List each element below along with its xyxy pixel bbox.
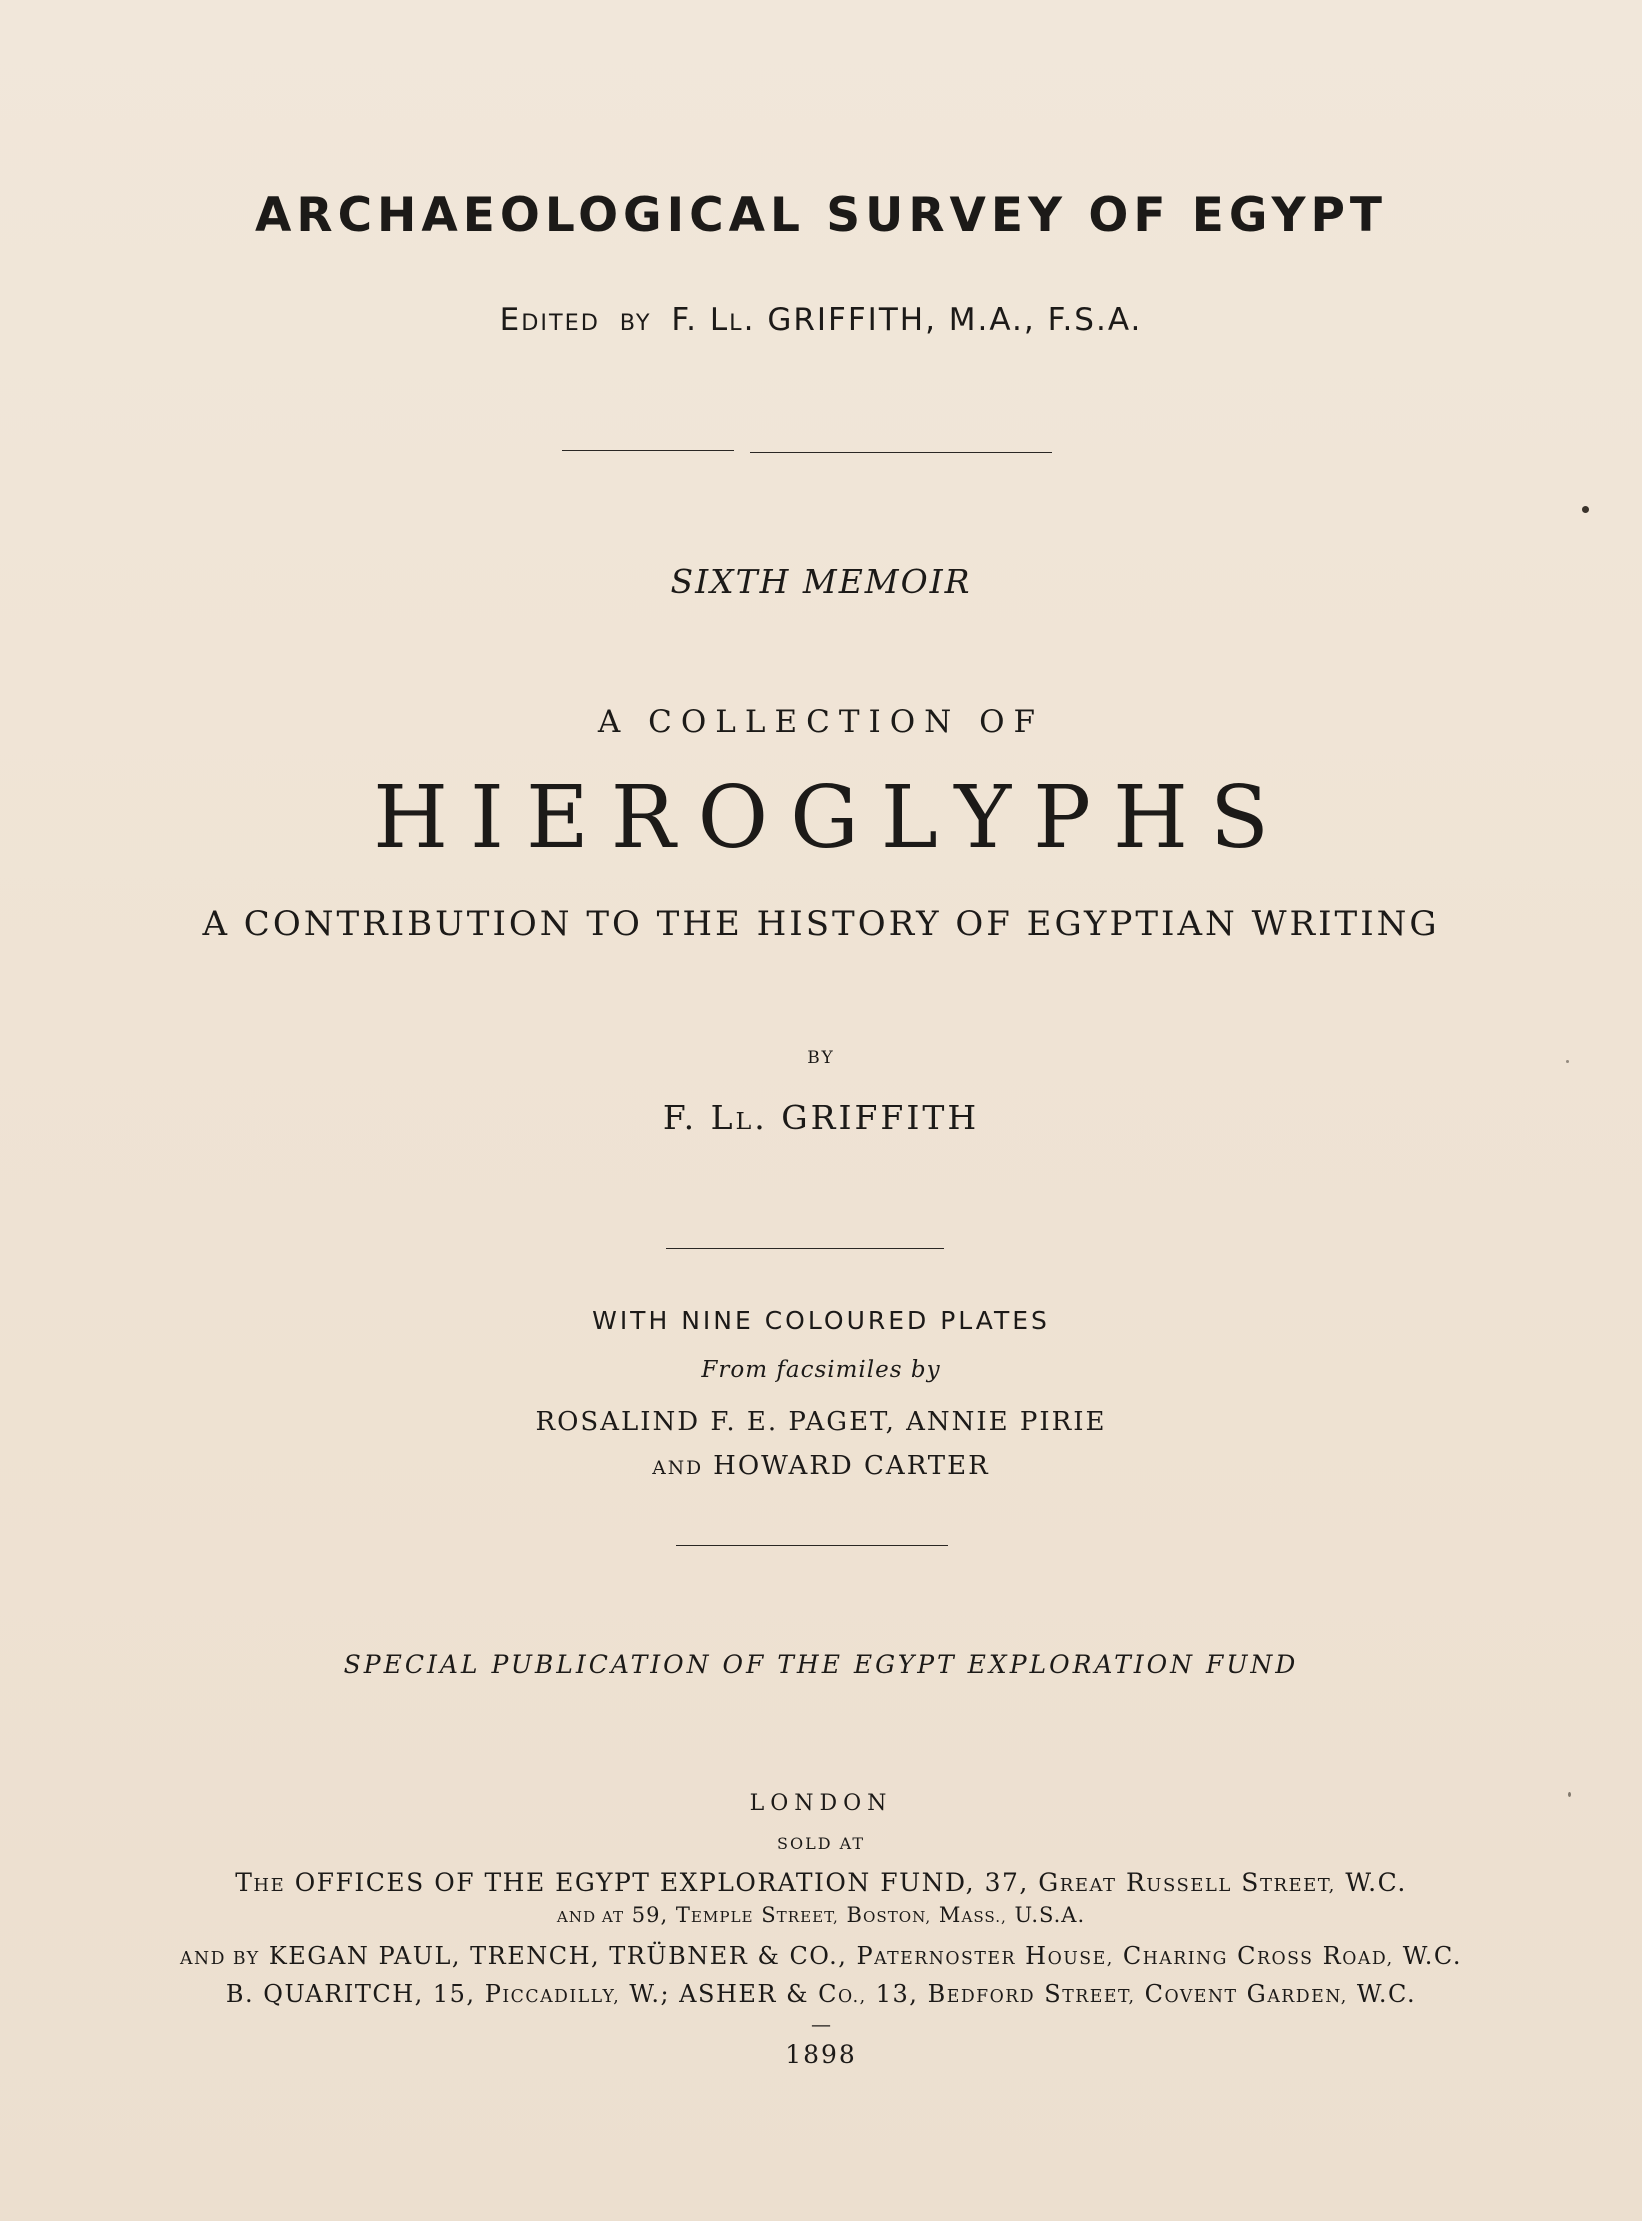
- imp3-c2: C: [1237, 1942, 1257, 1970]
- imp3-ouse: OUSE,: [1047, 1949, 1114, 1969]
- imprint-line-1: [0, 1868, 1642, 1897]
- imp2-emple: EMPLE: [690, 1908, 754, 1926]
- editor-line: [0, 302, 1642, 338]
- imp2-s: S: [761, 1903, 777, 1927]
- editor-by: BY: [619, 310, 652, 336]
- imp4-ovent: OVENT: [1164, 1987, 1238, 2007]
- imp2-m: M: [938, 1903, 962, 1927]
- imprint-dash: —: [811, 2012, 831, 2036]
- imp4-edford: EDFORD: [946, 1987, 1036, 2007]
- imp3-end: W.C.: [1402, 1942, 1462, 1970]
- imp1-treet: TREET,: [1259, 1875, 1336, 1896]
- plates-note: WITH NINE COLOURED PLATES: [592, 1306, 1050, 1335]
- imp3-c: C: [1122, 1942, 1143, 1970]
- paper-speck: [1582, 506, 1589, 513]
- paper-speck: [1566, 1060, 1569, 1063]
- artists-line-1: ROSALIND F. E. PAGET, ANNIE PIRIE: [535, 1407, 1107, 1437]
- imp2-b: B: [846, 1903, 863, 1927]
- imp4-iccadilly: ICCADILLY,: [502, 1987, 621, 2007]
- imp3-p: P: [856, 1942, 875, 1970]
- special-publication: SPECIAL PUBLICATION OF THE EGYPT EXPLORATION FUND: [343, 1650, 1299, 1679]
- imp3-h: H: [1025, 1942, 1048, 1970]
- divider-rule-2: [666, 1248, 944, 1249]
- main-title: HIEROGLYPHS: [373, 768, 1291, 868]
- imp3-main: KEGAN PAUL, TRENCH, TRÜBNER & CO.,: [268, 1942, 848, 1970]
- imprint-city: LONDON: [749, 1791, 893, 1816]
- author-name: [0, 1098, 1642, 1137]
- imp4-b: B: [927, 1980, 947, 2008]
- imp4-asher: ASHER: [679, 1980, 777, 2008]
- imp2-end: U.S.A.: [1014, 1903, 1086, 1927]
- imp2-and-at: AND AT: [556, 1908, 625, 1926]
- imprint-year: 1898: [785, 2040, 857, 2069]
- paper-speck: [1568, 1792, 1571, 1797]
- imp2-oston: OSTON,: [862, 1908, 932, 1926]
- imp1-s: S: [1241, 1868, 1260, 1897]
- imp2-num: 59,: [631, 1903, 669, 1927]
- editor-edited-rest: DITED: [521, 310, 600, 336]
- editor-name-initial: F. L: [671, 302, 730, 338]
- imp3-oad: OAD,: [1342, 1949, 1394, 1969]
- imp4-p: P: [484, 1980, 503, 2008]
- imp1-r: R: [1125, 1868, 1147, 1897]
- divider-rule-3: [676, 1545, 948, 1546]
- author-small: L: [735, 1107, 755, 1135]
- collection-of: A COLLECTION OF: [597, 704, 1045, 740]
- survey-title: ARCHAEOLOGICAL SURVEY OF EGYPT: [255, 188, 1387, 243]
- imp4-amp: &: [786, 1980, 809, 2008]
- imp1-t: T: [235, 1868, 254, 1897]
- divider-rule-right: [750, 452, 1052, 453]
- imp4-num: 13,: [875, 1980, 919, 2008]
- imp1-main: OFFICES OF THE EGYPT EXPLORATION FUND, 37,: [294, 1868, 1029, 1897]
- imp1-he: HE: [253, 1875, 286, 1896]
- imp2-t: T: [675, 1903, 691, 1927]
- imp3-r: R: [1322, 1942, 1343, 1970]
- imp4-end: W.C.: [1356, 1980, 1417, 2008]
- imprint-sold-at: SOLD AT: [777, 1834, 865, 1853]
- imp3-haring: HARING: [1142, 1949, 1228, 1969]
- imp1-reat: REAT: [1059, 1875, 1117, 1896]
- imp4-o: O.,: [838, 1987, 867, 2007]
- author-rest: . GRIFFITH: [754, 1098, 980, 1137]
- imp4-arden: ARDEN,: [1267, 1987, 1348, 2007]
- imp3-ross: ROSS: [1257, 1949, 1314, 1969]
- imp4-c2: C: [1144, 1980, 1165, 2008]
- imprint-line-3: [0, 1942, 1642, 1970]
- imprint-line-4: [0, 1980, 1642, 2008]
- artists-line-2: [0, 1451, 1642, 1481]
- imp1-ussell: USSELL: [1146, 1875, 1232, 1896]
- artists-howard-carter: HOWARD CARTER: [713, 1451, 990, 1481]
- author-initial: F. L: [662, 1098, 736, 1137]
- imp1-end: W.C.: [1345, 1868, 1407, 1897]
- imp4-treet: TREET,: [1062, 1987, 1136, 2007]
- subtitle: A CONTRIBUTION TO THE HISTORY OF EGYPTIAN WRITING: [202, 904, 1440, 944]
- by-label: BY: [807, 1048, 835, 1068]
- imp4-w: W.;: [629, 1980, 671, 2008]
- imp4-c: C: [818, 1980, 838, 2008]
- divider-rule-left: [562, 450, 734, 451]
- imp4-g: G: [1246, 1980, 1268, 2008]
- imp2-ass: ASS.,: [961, 1908, 1007, 1926]
- imp4-s: S: [1044, 1980, 1063, 2008]
- imprint-line-2: [0, 1903, 1642, 1927]
- imp4-main: B. QUARITCH, 15,: [225, 1980, 476, 2008]
- imp1-g: G: [1038, 1868, 1060, 1897]
- editor-name-small: L: [729, 310, 744, 336]
- imp3-aternoster: ATERNOSTER: [874, 1949, 1016, 1969]
- memoir-number: SIXTH MEMOIR: [670, 562, 972, 601]
- editor-edited-initial: E: [499, 302, 522, 338]
- imp3-and-by: AND BY: [180, 1949, 260, 1969]
- imp2-treet: TREET,: [776, 1908, 839, 1926]
- facsimiles-by: From facsimiles by: [701, 1357, 941, 1383]
- editor-name-rest: . GRIFFITH, M.A., F.S.A.: [743, 302, 1143, 338]
- artists-and: AND: [652, 1458, 704, 1479]
